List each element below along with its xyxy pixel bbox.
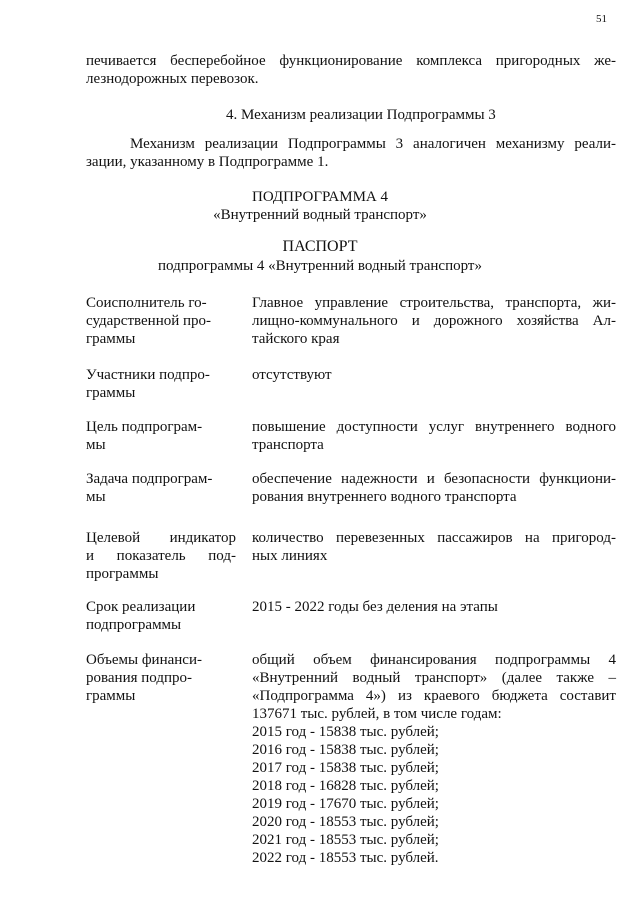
label-line: рования подпро- <box>86 670 192 686</box>
finance-by-year-list <box>252 723 616 867</box>
section-heading <box>226 106 626 124</box>
row-label <box>86 366 236 402</box>
intro-paragraph <box>86 52 616 88</box>
value-line: повышение доступности услуг внутреннего водного <box>252 419 616 435</box>
section-paragraph <box>86 135 616 171</box>
label-line: Задача подпрограм- <box>86 471 213 487</box>
value-line: 2015 - 2022 годы без деления на этапы <box>252 599 498 615</box>
finance-year-item: 2019 год - 17670 тыс. рублей; <box>252 796 439 812</box>
text-line: печивается бесперебойное функционирование комплекса пригородных же- <box>86 53 616 69</box>
row-value <box>252 598 616 616</box>
finance-year-item: 2015 год - 15838 тыс. рублей; <box>252 724 439 740</box>
subprogram-name: «Внутренний водный транспорт» <box>213 207 427 223</box>
label-line: Объемы финанси- <box>86 652 202 668</box>
row-value <box>252 294 616 348</box>
row-value <box>252 366 616 384</box>
label-line: мы <box>86 437 106 453</box>
subprogram-title: ПОДПРОГРАММА 4 <box>251 189 389 205</box>
row-value <box>252 418 616 454</box>
value-line: лищно-коммунального и дорожного хозяйства Ал- <box>252 313 616 329</box>
label-line: сударственной про- <box>86 313 212 329</box>
section-heading-text: 4. Механизм реализации Подпрограммы 3 <box>226 107 496 123</box>
row-label <box>86 470 236 506</box>
label-line: Целевой индикатор <box>86 530 236 546</box>
value-line: «Внутренний водный транспорт» (далее также – <box>252 670 616 686</box>
value-line: «Подпрограмма 4») из краевого бюджета составит <box>252 688 616 704</box>
text-line: Механизм реализации Подпрограммы 3 аналогичен механизму реали- <box>130 136 616 152</box>
label-line: подпрограммы <box>86 617 182 633</box>
label-line: граммы <box>86 688 136 704</box>
finance-year-item: 2020 год - 18553 тыс. рублей; <box>252 814 439 830</box>
row-label <box>86 294 236 348</box>
row-value <box>252 470 616 506</box>
finance-year-item: 2022 год - 18553 тыс. рублей. <box>252 850 439 866</box>
row-label <box>86 598 236 634</box>
label-line: Соисполнитель го- <box>86 295 207 311</box>
label-line: граммы <box>86 331 136 347</box>
row-label <box>86 651 236 705</box>
label-line: программы <box>86 566 159 582</box>
value-line: отсутствуют <box>252 367 332 383</box>
value-line: общий объем финансирования подпрограммы 4 <box>252 652 616 668</box>
text-line: зации, указанному в Подпрограмме 1. <box>86 154 329 170</box>
finance-year-item: 2016 год - 15838 тыс. рублей; <box>252 742 439 758</box>
label-line: граммы <box>86 385 136 401</box>
value-line: ных линиях <box>252 548 328 564</box>
finance-year-item: 2021 год - 18553 тыс. рублей; <box>252 832 439 848</box>
row-value <box>252 651 616 867</box>
row-label <box>86 418 236 454</box>
label-line: Срок реализации <box>86 599 196 615</box>
value-line: количество перевезенных пассажиров на пригород- <box>252 530 616 546</box>
text-line: лезнодорожных перевозок. <box>86 71 259 87</box>
value-line: тайского края <box>252 331 340 347</box>
finance-year-item: 2017 год - 15838 тыс. рублей; <box>252 760 439 776</box>
row-value <box>252 529 616 565</box>
label-line: Участники подпро- <box>86 367 210 383</box>
label-line: и показатель под- <box>86 548 236 564</box>
value-line: рования внутреннего водного транспорта <box>252 489 517 505</box>
label-line: мы <box>86 489 106 505</box>
passport-subtitle: подпрограммы 4 «Внутренний водный транспорт» <box>158 258 482 274</box>
page-number: 51 <box>596 13 607 25</box>
label-line: Цель подпрограм- <box>86 419 203 435</box>
row-label <box>86 529 236 583</box>
passport-title: ПАСПОРТ <box>282 238 358 255</box>
value-line: обеспечение надежности и безопасности функциони- <box>252 471 616 487</box>
finance-year-item: 2018 год - 16828 тыс. рублей; <box>252 778 439 794</box>
value-line: транспорта <box>252 437 324 453</box>
value-line: Главное управление строительства, транспорта, жи- <box>252 295 616 311</box>
value-line: 137671 тыс. рублей, в том числе годам: <box>252 706 502 722</box>
